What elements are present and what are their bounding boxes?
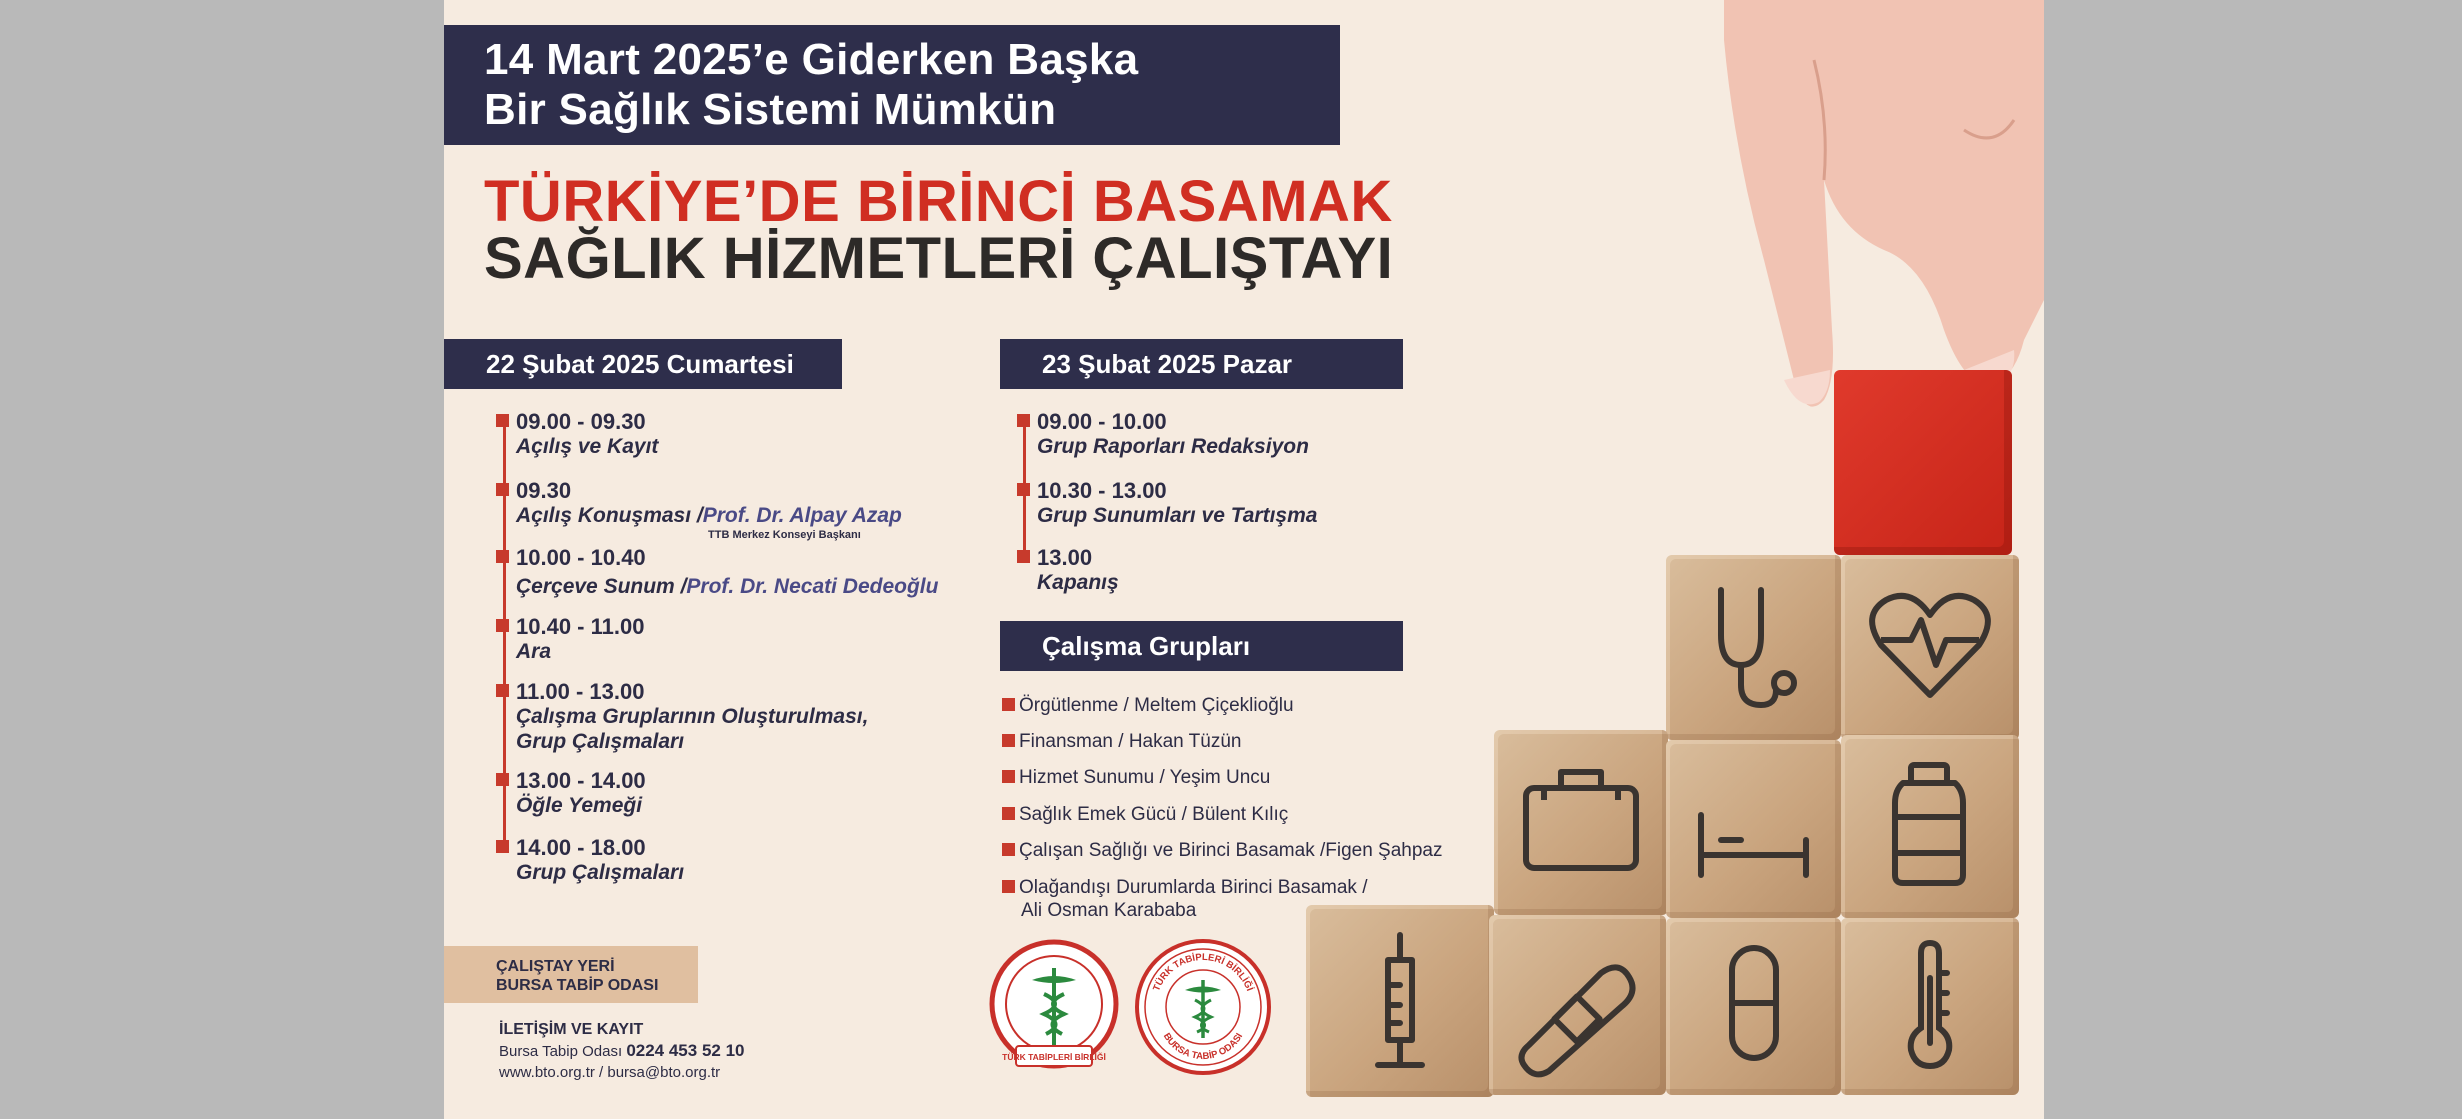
item-time: 14.00 - 18.00 — [516, 835, 646, 860]
block-bed — [1666, 740, 1841, 918]
day2-heading: 23 Şubat 2025 Pazar — [1000, 339, 1403, 389]
group-label-continued: Ali Osman Karababa — [1021, 900, 1197, 921]
bullet-icon — [496, 684, 509, 697]
group-label: Örgütlenme / Meltem Çiçeklioğlu — [1019, 695, 1294, 716]
day1-item — [516, 679, 868, 754]
venue-box — [444, 946, 698, 1003]
item-event: Grup Çalışmaları — [516, 861, 685, 884]
bullet-icon — [1017, 483, 1030, 496]
contact-web: www.bto.org.tr / bursa@bto.org.tr — [499, 1064, 721, 1081]
block-thermometer — [1841, 918, 2019, 1095]
item-event: Öğle Yemeği — [516, 794, 643, 817]
item-speaker: Prof. Dr. Necati Dedeoğlu — [686, 575, 939, 598]
item-time: 13.00 — [1037, 545, 1093, 570]
day1-item — [516, 409, 658, 459]
bullet-icon — [1017, 550, 1030, 563]
item-event: Grup Sunumları ve Tartışma — [1037, 504, 1318, 527]
group-item — [1019, 766, 1270, 789]
bullet-icon — [1002, 843, 1015, 856]
block-bandage — [1489, 915, 1666, 1095]
bullet-icon — [1017, 414, 1030, 427]
ttb-logo — [988, 938, 1120, 1078]
item-event: Açılış Konuşması / — [516, 504, 703, 527]
group-label: Hizmet Sunumu / Yeşim Uncu — [1019, 767, 1271, 788]
item-time: 09.00 - 09.30 — [516, 409, 646, 434]
block-briefcase — [1494, 730, 1668, 915]
venue-name: BURSA TABİP ODASI — [496, 977, 659, 994]
contact-org: Bursa Tabip Odası — [499, 1043, 623, 1060]
bto-logo — [1134, 938, 1272, 1081]
contact-info — [499, 1020, 744, 1083]
banner-line-1: 14 Mart 2025’e Giderken Başka — [484, 35, 1139, 84]
item-time: 10.00 - 10.40 — [516, 545, 646, 570]
item-time: 10.40 - 11.00 — [516, 614, 645, 639]
item-time: 09.00 - 10.00 — [1037, 409, 1167, 434]
day1-item — [516, 545, 938, 599]
block-pill-bottle — [1841, 735, 2019, 918]
banner-line-2: Bir Sağlık Sistemi Mümkün — [484, 85, 1057, 134]
item-time: 10.30 - 13.00 — [1037, 478, 1167, 503]
contact-phone: 0224 453 52 10 — [626, 1041, 745, 1060]
block-stethoscope — [1666, 555, 1841, 740]
item-event: Kapanış — [1037, 571, 1119, 594]
bullet-icon — [1002, 698, 1015, 711]
group-item — [1019, 839, 1443, 862]
item-event: Ara — [516, 640, 552, 663]
bullet-icon — [496, 414, 509, 427]
bto-logo-text-top: TÜRK TABİPLERİ BİRLİĞİ — [1151, 951, 1255, 993]
item-time: 13.00 - 14.00 — [516, 768, 646, 793]
hand-illustration — [1664, 0, 2044, 420]
bullet-icon — [496, 619, 509, 632]
item-event: Grup Raporları Redaksiyon — [1037, 435, 1309, 458]
event-banner — [444, 25, 1340, 145]
page-title-line-1: TÜRKİYE’DE BİRİNCİ BASAMAK — [484, 169, 1393, 234]
bullet-icon — [496, 773, 509, 786]
day2-item — [1037, 545, 1119, 595]
item-event: Çerçeve Sunum / — [516, 575, 687, 598]
day2-item — [1037, 478, 1317, 528]
item-speaker: Prof. Dr. Alpay Azap — [702, 504, 902, 527]
bullet-icon — [496, 550, 509, 563]
day1-item — [516, 768, 646, 818]
bullet-icon — [1002, 734, 1015, 747]
item-time: 11.00 - 13.00 — [516, 679, 645, 704]
group-label: Çalışan Sağlığı ve Birinci Basamak /Figen Şahpaz — [1019, 840, 1443, 861]
day1-item — [516, 835, 684, 885]
ttb-logo-text: TÜRK TABİPLERİ BİRLİĞİ — [1002, 1052, 1106, 1062]
item-time: 09.30 — [516, 478, 572, 503]
item-note: TTB Merkez Konseyi Başkanı — [708, 529, 861, 541]
group-label: Olağandışı Durumlarda Birinci Basamak / — [1019, 877, 1368, 898]
bullet-icon — [496, 483, 509, 496]
block-syringe — [1306, 905, 1494, 1097]
day2-item — [1037, 409, 1309, 459]
day1-heading: 22 Şubat 2025 Cumartesi — [444, 339, 842, 389]
poster — [444, 0, 2044, 1119]
item-event-continued: Grup Çalışmaları — [516, 730, 685, 753]
group-item — [1019, 730, 1242, 753]
group-label: Finansman / Hakan Tüzün — [1019, 731, 1242, 752]
group-item — [1019, 694, 1294, 717]
block-capsule — [1666, 918, 1841, 1095]
group-label: Sağlık Emek Gücü / Bülent Kılıç — [1019, 804, 1289, 825]
item-event: Çalışma Gruplarının Oluşturulması, — [516, 705, 869, 728]
item-event: Açılış ve Kayıt — [516, 435, 659, 458]
red-block — [1834, 370, 2012, 555]
day1-item — [516, 478, 902, 541]
block-heart — [1841, 555, 2019, 740]
bto-logo-text-bottom: BURSA TABİP ODASI — [1160, 1031, 1246, 1063]
group-item — [1019, 803, 1288, 826]
bullet-icon — [496, 840, 509, 853]
venue-label: ÇALIŞTAY YERİ — [496, 958, 615, 975]
bullet-icon — [1002, 770, 1015, 783]
bullet-icon — [1002, 880, 1015, 893]
contact-heading: İLETİŞİM VE KAYIT — [499, 1021, 644, 1038]
page-title-line-2: SAĞLIK HİZMETLERİ ÇALIŞTAYI — [484, 226, 1394, 291]
day1-item — [516, 614, 644, 664]
bullet-icon — [1002, 807, 1015, 820]
groups-heading: Çalışma Grupları — [1000, 621, 1403, 671]
